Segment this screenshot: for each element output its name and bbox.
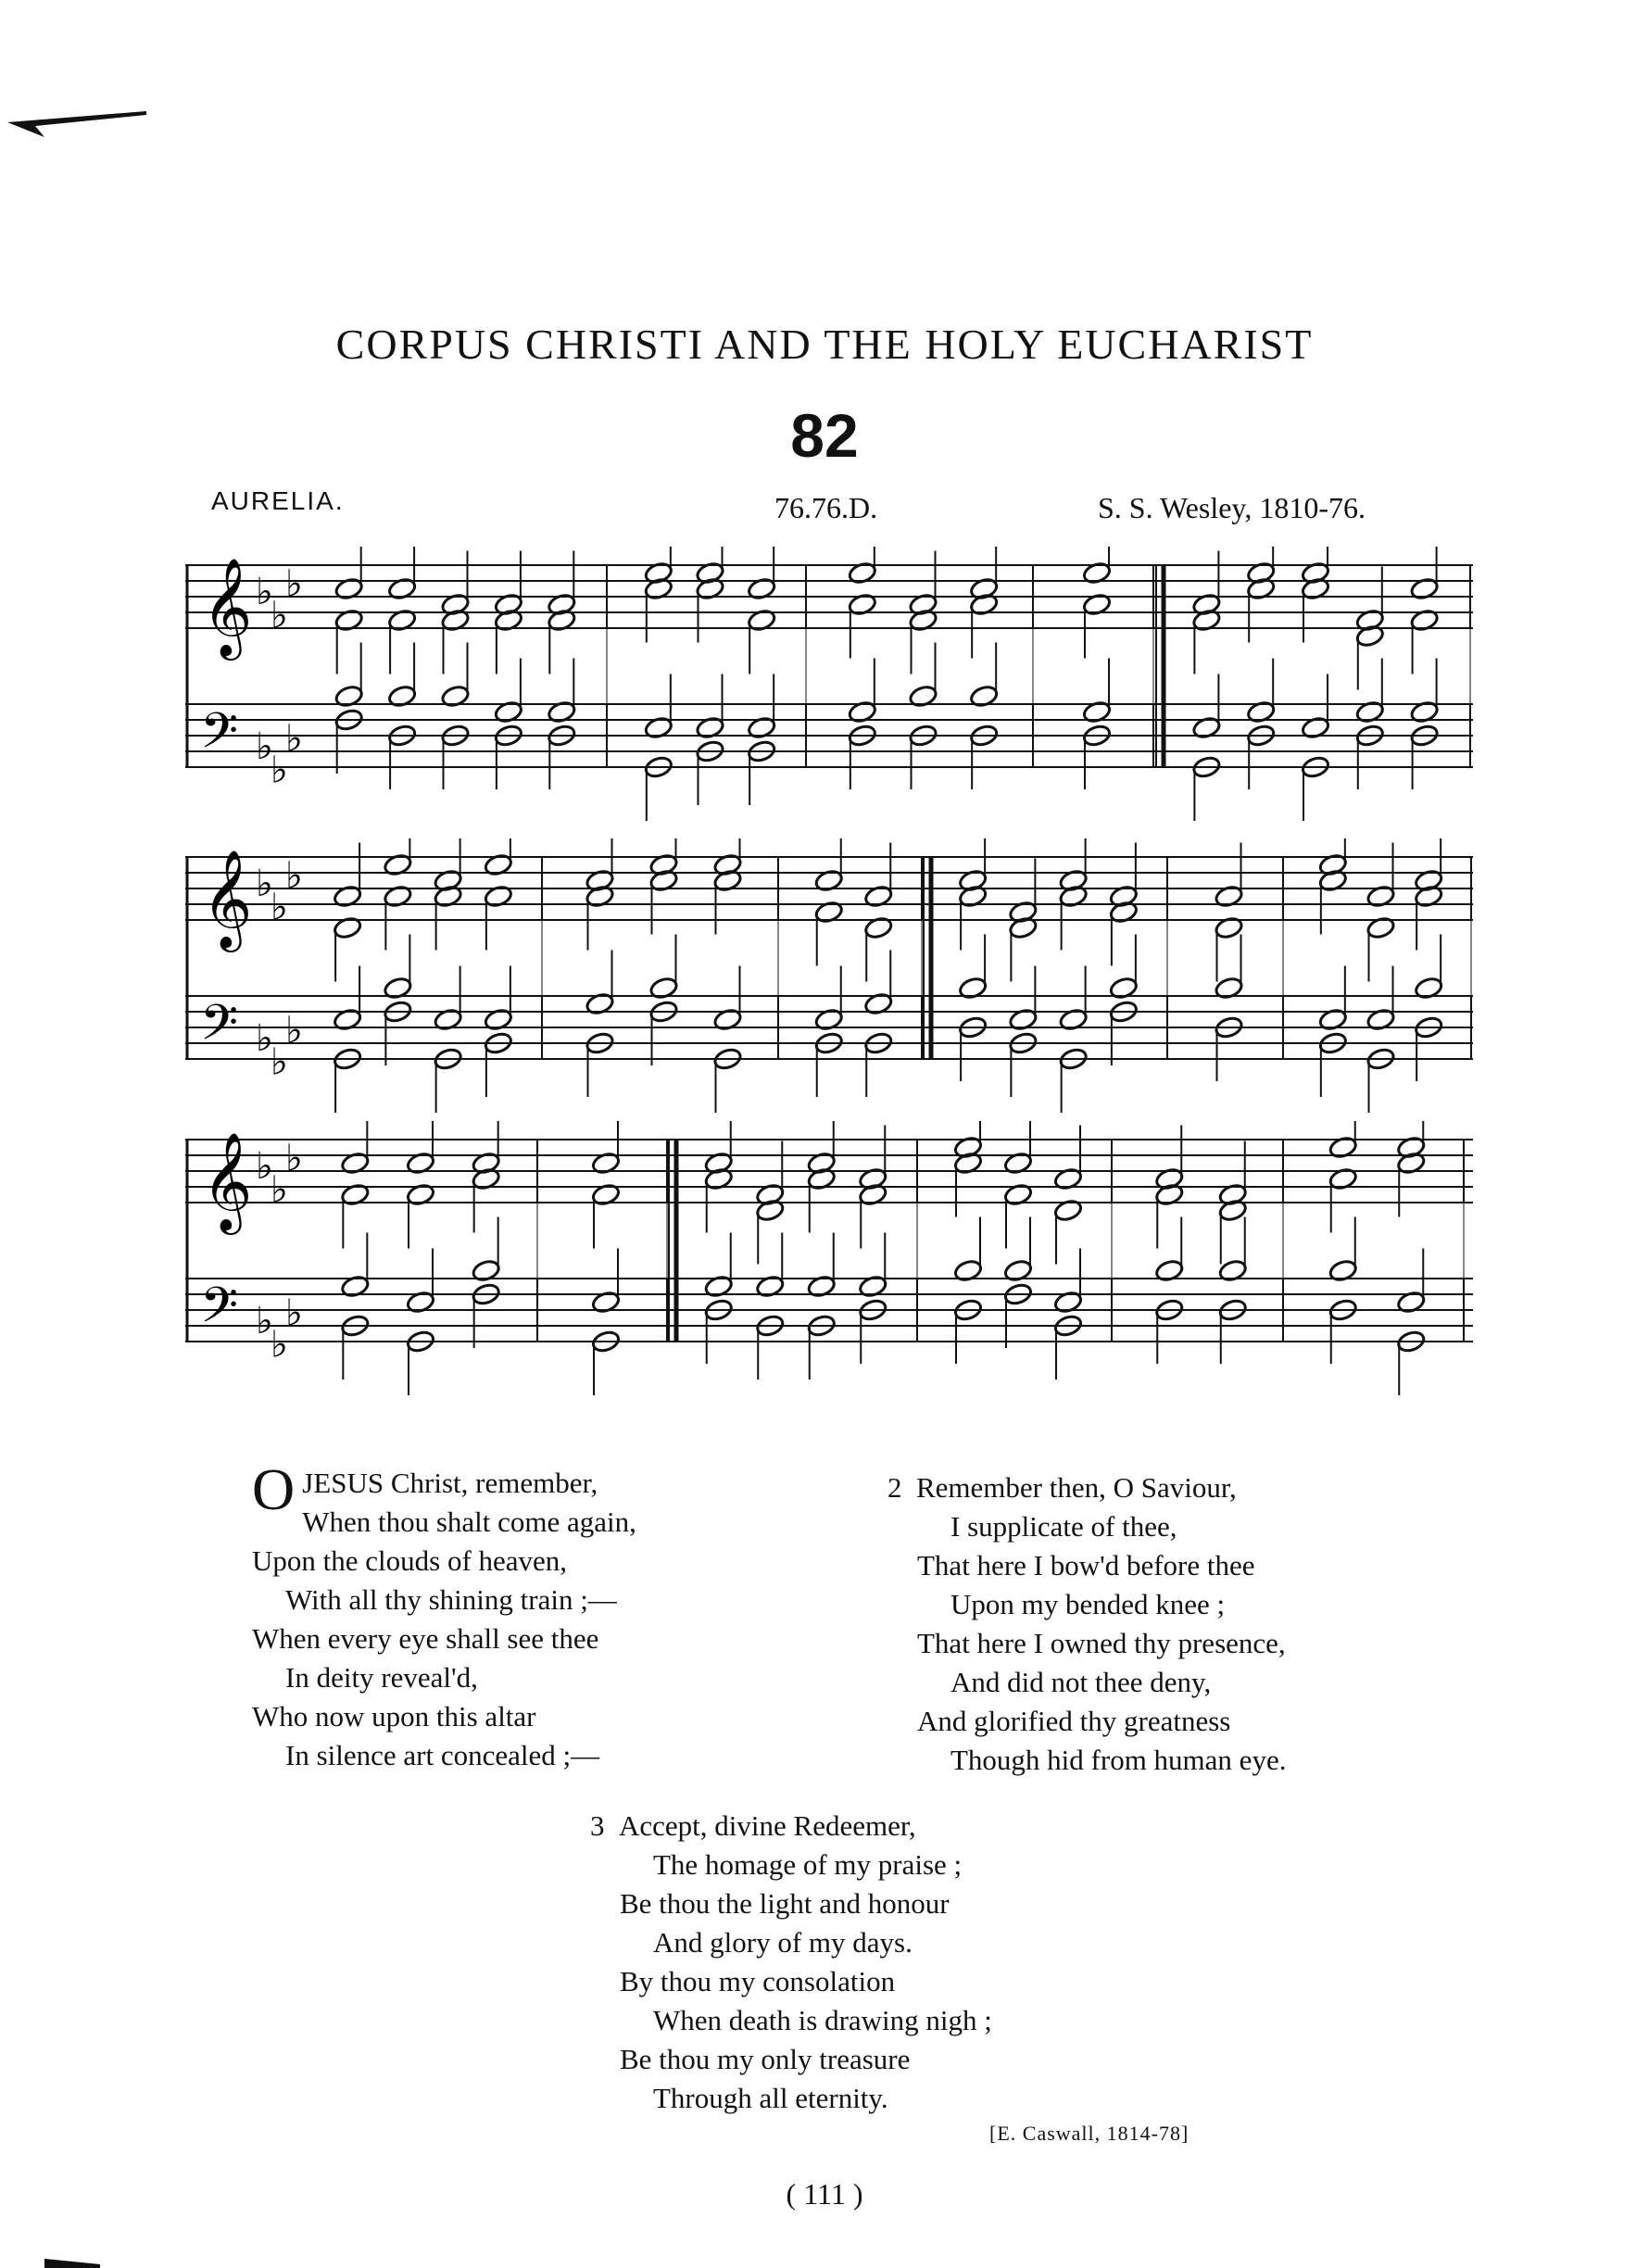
flat-sign-icon: ♭ — [271, 1040, 288, 1084]
stanza-number: 3 — [590, 1809, 605, 1842]
hymn-number: 82 — [790, 401, 859, 470]
stanza-line: Be thou the light and honour — [620, 1887, 950, 1920]
flat-sign-icon: ♭ — [271, 886, 288, 929]
flat-sign-icon: ♭ — [256, 1145, 273, 1188]
flat-sign-icon: ♭ — [285, 562, 303, 606]
bass-clef-icon: 𝄢 — [200, 1278, 239, 1346]
flat-sign-icon: ♭ — [256, 725, 273, 768]
page-edge-arrow-mark — [7, 104, 146, 141]
flat-sign-icon: ♭ — [271, 749, 288, 792]
stanza-1 — [252, 1456, 636, 1775]
stanza-line: The homage of my praise ; — [653, 1848, 963, 1881]
author-attribution: [E. Caswall, 1814-78] — [989, 2122, 1190, 2145]
treble-clef-icon: 𝄞 — [202, 557, 253, 656]
flat-sign-icon: ♭ — [271, 594, 288, 637]
bass-clef-icon: 𝄢 — [200, 703, 239, 772]
flat-sign-icon: ♭ — [256, 571, 273, 613]
stanza-line: When thou shalt come again, — [302, 1506, 636, 1538]
meter: 76.76.D. — [774, 491, 878, 524]
stanza-line: Through all eternity. — [653, 2082, 888, 2114]
bass-clef-icon: 𝄢 — [200, 995, 239, 1064]
music-system-1 — [185, 547, 1473, 843]
section-heading: CORPUS CHRISTI AND THE HOLY EUCHARIST — [335, 321, 1314, 368]
flat-sign-icon: ♭ — [256, 863, 273, 905]
music-system-3 — [185, 1121, 1473, 1455]
stanza-line: With all thy shining train ;— — [285, 1583, 617, 1616]
stanza-line: In silence art concealed ;— — [285, 1739, 600, 1771]
flat-sign-icon: ♭ — [285, 1009, 303, 1052]
stanza-line: By thou my consolation — [620, 1965, 896, 1997]
stanza-line: And did not thee deny, — [950, 1666, 1212, 1698]
stanza-line: Upon the clouds of heaven, — [252, 1544, 568, 1577]
stanza-line: I supplicate of thee, — [950, 1510, 1177, 1543]
flat-sign-icon: ♭ — [256, 1017, 273, 1060]
stanza-line: And glorified thy greatness — [917, 1705, 1231, 1737]
stanza-line: And glory of my days. — [653, 1926, 913, 1959]
stanza-line: Be thou my only treasure — [620, 2043, 911, 2075]
stanza-line: Remember then, O Saviour, — [916, 1471, 1237, 1504]
stanza-number: 2 — [887, 1471, 902, 1504]
flat-sign-icon: ♭ — [271, 1323, 288, 1367]
page-edge-corner-mark — [44, 2255, 100, 2268]
composer: S. S. Wesley, 1810-76. — [1098, 491, 1366, 524]
stanza-line: That here I bow'd before thee — [917, 1549, 1255, 1581]
flat-sign-icon: ♭ — [271, 1168, 288, 1212]
stanza-line: In deity reveal'd, — [285, 1661, 478, 1694]
flat-sign-icon: ♭ — [285, 854, 303, 898]
stanza-2 — [887, 1468, 1286, 1780]
treble-clef-icon: 𝄞 — [202, 1131, 253, 1230]
treble-clef-icon: 𝄞 — [202, 849, 253, 948]
flat-sign-icon: ♭ — [285, 1292, 303, 1335]
flat-sign-icon: ♭ — [285, 1137, 303, 1180]
stanza-line: That here I owned thy presence, — [917, 1627, 1286, 1659]
page-number: ( 111 ) — [786, 2177, 863, 2211]
stanza-line: Accept, divine Redeemer, — [619, 1809, 916, 1842]
flat-sign-icon: ♭ — [256, 1300, 273, 1342]
stanza-3 — [590, 1807, 992, 2118]
stanza-line: Who now upon this altar — [252, 1700, 536, 1732]
stanza-line: JESUS Christ, remember, — [302, 1467, 598, 1499]
tune-name: AURELIA. — [211, 486, 345, 515]
flat-sign-icon: ♭ — [285, 717, 303, 761]
stanza-line: When every eye shall see thee — [252, 1622, 599, 1655]
drop-cap: O — [252, 1456, 296, 1522]
stanza-line: Upon my bended knee ; — [950, 1588, 1226, 1620]
stanza-line: When death is drawing nigh ; — [653, 2004, 992, 2036]
music-system-2 — [185, 838, 1473, 1135]
stanza-line: Though hid from human eye. — [950, 1744, 1287, 1776]
